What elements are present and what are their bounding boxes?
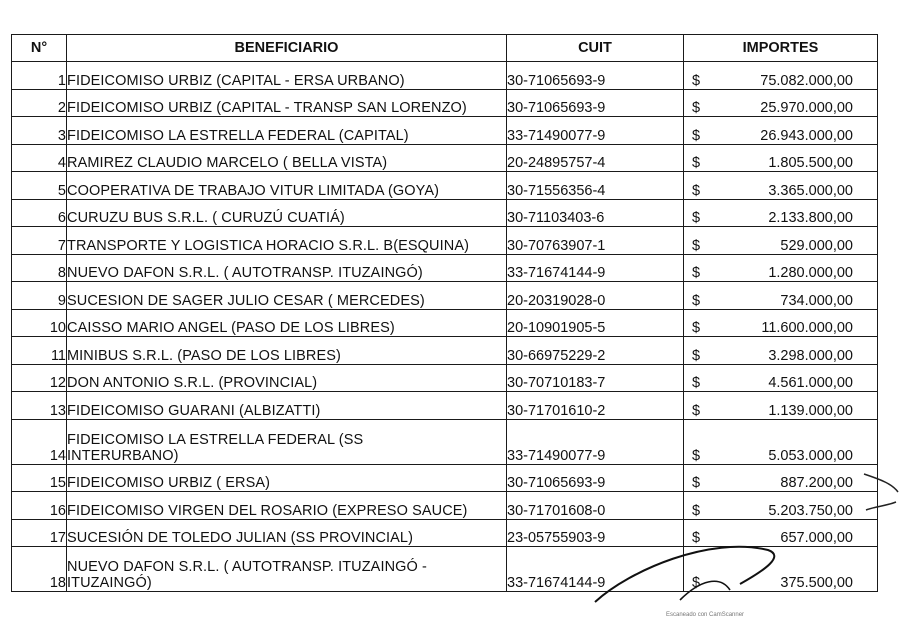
- cuit-cell: 30-66975229-2: [507, 337, 684, 365]
- currency-symbol: $: [692, 265, 701, 281]
- amount-value: 657.000,00: [780, 530, 853, 546]
- row-number: 7: [12, 227, 67, 255]
- header-row: [12, 35, 878, 62]
- header-number: N°: [12, 35, 67, 62]
- row-number: 8: [12, 254, 67, 282]
- table-row: [12, 117, 878, 145]
- amount-cell: [684, 392, 878, 420]
- row-number: 13: [12, 392, 67, 420]
- amount-cell: [684, 144, 878, 172]
- amount-cell: [684, 464, 878, 492]
- cuit-cell: 33-71674144-9: [507, 547, 684, 592]
- beneficiary-cell: CAISSO MARIO ANGEL (PASO DE LOS LIBRES): [67, 309, 507, 337]
- table-row: [12, 172, 878, 200]
- amount-value: 3.365.000,00: [768, 182, 853, 199]
- cuit-cell: 30-71103403-6: [507, 199, 684, 227]
- beneficiary-line-1: FIDEICOMISO LA ESTRELLA FEDERAL (SS: [67, 431, 364, 448]
- cuit-cell: 33-71674144-9: [507, 254, 684, 282]
- amount-value: 26.943.000,00: [760, 127, 853, 144]
- beneficiary-line-2: INTERURBANO): [67, 447, 179, 464]
- beneficiary-cell: [67, 547, 507, 592]
- amount-value: 2.133.800,00: [768, 210, 853, 226]
- beneficiary-cell: CURUZU BUS S.R.L. ( CURUZÚ CUATIÁ): [67, 199, 507, 227]
- row-number: 17: [12, 519, 67, 547]
- beneficiary-cell: FIDEICOMISO VIRGEN DEL ROSARIO (EXPRESO SAUCE): [67, 492, 507, 520]
- row-number: 1: [12, 62, 67, 90]
- table-row: [12, 337, 878, 365]
- row-number: 12: [12, 364, 67, 392]
- amount-cell: [684, 172, 878, 200]
- table-row: [12, 392, 878, 420]
- currency-symbol: $: [692, 127, 701, 144]
- currency-symbol: $: [692, 375, 701, 391]
- beneficiary-cell: SUCESION DE SAGER JULIO CESAR ( MERCEDES): [67, 282, 507, 310]
- row-number: 11: [12, 337, 67, 365]
- row-number: 18: [12, 547, 67, 592]
- cuit-cell: 20-24895757-4: [507, 144, 684, 172]
- cuit-cell: 30-71556356-4: [507, 172, 684, 200]
- amount-cell: [684, 199, 878, 227]
- header-beneficiario: BENEFICIARIO: [67, 35, 507, 62]
- handwritten-signature: [590, 540, 790, 610]
- amount-cell: [684, 309, 878, 337]
- amount-cell: [684, 492, 878, 520]
- table-row: [12, 464, 878, 492]
- beneficiary-cell: MINIBUS S.R.L. (PASO DE LOS LIBRES): [67, 337, 507, 365]
- cuit-cell: 30-70710183-7: [507, 364, 684, 392]
- amount-value: 5.203.750,00: [768, 502, 853, 519]
- cuit-cell: 23-05755903-9: [507, 519, 684, 547]
- beneficiary-cell: FIDEICOMISO URBIZ (CAPITAL - TRANSP SAN LORENZO): [67, 89, 507, 117]
- amount-value: 75.082.000,00: [760, 72, 853, 89]
- beneficiary-cell: FIDEICOMISO URBIZ ( ERSA): [67, 464, 507, 492]
- currency-symbol: $: [692, 575, 701, 591]
- currency-symbol: $: [692, 182, 701, 199]
- row-number: 4: [12, 144, 67, 172]
- row-number: 10: [12, 309, 67, 337]
- row-number: 5: [12, 172, 67, 200]
- amount-cell: [684, 364, 878, 392]
- amount-cell: [684, 89, 878, 117]
- beneficiary-cell: FIDEICOMISO LA ESTRELLA FEDERAL (CAPITAL): [67, 117, 507, 145]
- row-number: 6: [12, 199, 67, 227]
- cuit-cell: 33-71490077-9: [507, 117, 684, 145]
- row-number: 3: [12, 117, 67, 145]
- currency-symbol: $: [692, 210, 701, 226]
- table-row: [12, 309, 878, 337]
- amount-value: 5.053.000,00: [768, 447, 853, 464]
- table-row: [12, 62, 878, 90]
- amount-value: 1.139.000,00: [768, 402, 853, 419]
- amount-value: 1.805.500,00: [768, 155, 853, 171]
- currency-symbol: $: [692, 237, 701, 254]
- cuit-cell: 30-70763907-1: [507, 227, 684, 255]
- header-importes: IMPORTES: [684, 35, 878, 62]
- currency-symbol: $: [692, 475, 701, 491]
- cuit-cell: 20-20319028-0: [507, 282, 684, 310]
- beneficiary-cell: FIDEICOMISO URBIZ (CAPITAL - ERSA URBANO): [67, 62, 507, 90]
- cuit-cell: 30-71065693-9: [507, 464, 684, 492]
- scan-footer: Escaneado con CamScanner: [666, 612, 745, 618]
- amount-cell: [684, 254, 878, 282]
- row-number: 15: [12, 464, 67, 492]
- beneficiary-line-2: ITUZAINGÓ): [67, 575, 152, 591]
- cuit-cell: 20-10901905-5: [507, 309, 684, 337]
- currency-symbol: $: [692, 155, 701, 171]
- amount-cell: [684, 227, 878, 255]
- table-row: [12, 419, 878, 464]
- currency-symbol: $: [692, 502, 701, 519]
- beneficiary-line-1: NUEVO DAFON S.R.L. ( AUTOTRANSP. ITUZAINGÓ -: [67, 559, 427, 575]
- amount-value: 734.000,00: [780, 292, 853, 309]
- beneficiary-cell: COOPERATIVA DE TRABAJO VITUR LIMITADA (GOYA): [67, 172, 507, 200]
- currency-symbol: $: [692, 447, 701, 464]
- beneficiary-cell: RAMIREZ CLAUDIO MARCELO ( BELLA VISTA): [67, 144, 507, 172]
- currency-symbol: $: [692, 347, 701, 364]
- currency-symbol: $: [692, 320, 701, 336]
- cuit-cell: 30-71065693-9: [507, 62, 684, 90]
- amount-cell: [684, 419, 878, 464]
- amount-value: 1.280.000,00: [768, 265, 853, 281]
- beneficiary-cell: [67, 419, 507, 464]
- currency-symbol: $: [692, 72, 701, 89]
- currency-symbol: $: [692, 292, 701, 309]
- cuit-cell: 30-71701608-0: [507, 492, 684, 520]
- beneficiary-cell: NUEVO DAFON S.R.L. ( AUTOTRANSP. ITUZAINGÓ): [67, 254, 507, 282]
- currency-symbol: $: [692, 402, 701, 419]
- row-number: 14: [12, 419, 67, 464]
- table-row: [12, 89, 878, 117]
- table-row: [12, 364, 878, 392]
- amount-cell: [684, 117, 878, 145]
- margin-mark: [862, 470, 900, 520]
- row-number: 2: [12, 89, 67, 117]
- amount-value: 25.970.000,00: [760, 100, 853, 116]
- beneficiary-cell: TRANSPORTE Y LOGISTICA HORACIO S.R.L. B(ESQUINA): [67, 227, 507, 255]
- table-row: [12, 254, 878, 282]
- amount-cell: [684, 62, 878, 90]
- amount-cell: [684, 282, 878, 310]
- cuit-cell: 30-71701610-2: [507, 392, 684, 420]
- table-row: [12, 199, 878, 227]
- cuit-cell: 30-71065693-9: [507, 89, 684, 117]
- row-number: 16: [12, 492, 67, 520]
- amount-value: 375.500,00: [780, 575, 853, 591]
- beneficiary-cell: SUCESIÓN DE TOLEDO JULIAN (SS PROVINCIAL): [67, 519, 507, 547]
- beneficiary-cell: FIDEICOMISO GUARANI (ALBIZATTI): [67, 392, 507, 420]
- amount-value: 529.000,00: [780, 237, 853, 254]
- row-number: 9: [12, 282, 67, 310]
- currency-symbol: $: [692, 530, 701, 546]
- table-row: [12, 492, 878, 520]
- amount-value: 11.600.000,00: [761, 320, 853, 336]
- beneficiary-cell: DON ANTONIO S.R.L. (PROVINCIAL): [67, 364, 507, 392]
- payments-table: [11, 34, 878, 592]
- table-row: [12, 144, 878, 172]
- amount-value: 4.561.000,00: [768, 375, 853, 391]
- currency-symbol: $: [692, 100, 701, 116]
- cuit-cell: 33-71490077-9: [507, 419, 684, 464]
- amount-value: 3.298.000,00: [768, 347, 853, 364]
- table-row: [12, 227, 878, 255]
- table-row: [12, 282, 878, 310]
- header-cuit: CUIT: [507, 35, 684, 62]
- amount-value: 887.200,00: [780, 475, 853, 491]
- amount-cell: [684, 337, 878, 365]
